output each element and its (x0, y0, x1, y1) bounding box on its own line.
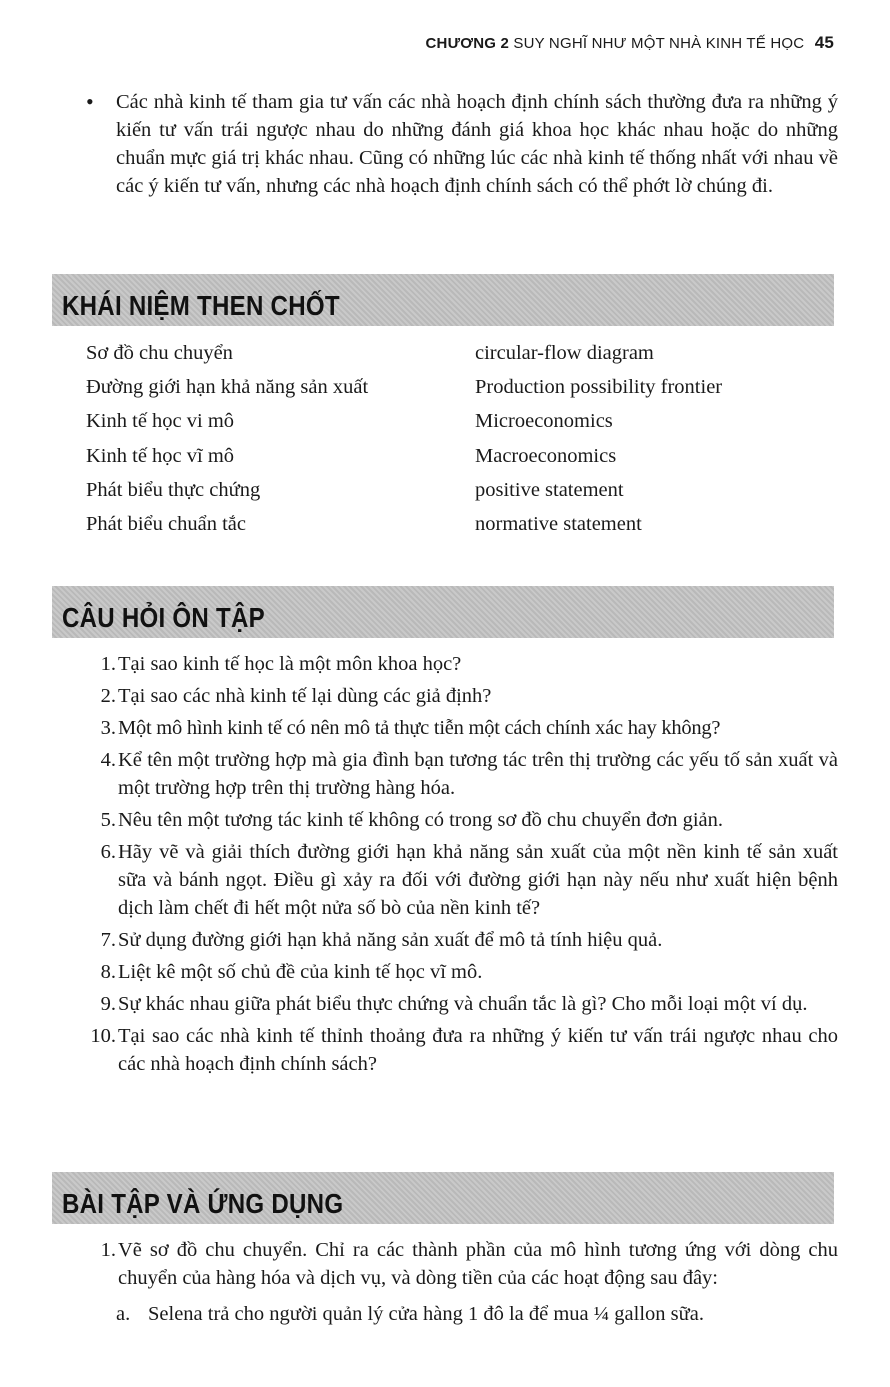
key-concepts-list (86, 338, 836, 543)
term-row (86, 475, 836, 509)
page-number: 45 (814, 33, 834, 52)
question-text: Nêu tên một tương tác kinh tế không có trong sơ đồ chu chuyển đơn giản. (118, 809, 723, 831)
question-text: Tại sao các nhà kinh tế lại dùng các giả định? (118, 685, 492, 707)
term-vietnamese: Sơ đồ chu chuyển (86, 342, 233, 364)
question-item (86, 926, 838, 954)
term-english: circular-flow diagram (475, 342, 654, 364)
term-english: Microeconomics (475, 410, 613, 433)
question-number: 9. (100, 993, 116, 1015)
section-band-key-concepts (52, 274, 834, 326)
question-number: 7. (100, 929, 116, 951)
term-row (86, 338, 836, 372)
review-questions-list (86, 650, 838, 1082)
question-text: Tại sao kinh tế học là một môn khoa học? (118, 653, 462, 675)
question-text: Sự khác nhau giữa phát biểu thực chứng và chuẩn tắc là gì? Cho mỗi loại một ví dụ. (118, 993, 808, 1015)
question-text: Hãy vẽ và giải thích đường giới hạn khả năng sản xuất của một nền kinh tế sản xuất sữa và bánh ngọt. Điều gì xảy ra đối với đường giới hạn này nếu như xuất hiện bệnh dịch làm chết đi hết một nửa số bò của nền kinh tế? (118, 841, 838, 919)
question-number: 1. (100, 653, 116, 675)
intro-bullet-paragraph (86, 88, 838, 200)
term-vietnamese: Phát biểu chuẩn tắc (86, 512, 246, 535)
question-item (86, 682, 838, 710)
question-item (86, 650, 838, 678)
exercise-number: 1. (100, 1239, 116, 1261)
running-header (426, 33, 835, 53)
term-english: normative statement (475, 512, 642, 535)
term-vietnamese: Đường giới hạn khả năng sản xuất (86, 376, 369, 399)
exercises-list (86, 1236, 838, 1328)
question-item (86, 714, 838, 742)
term-row (86, 441, 836, 475)
question-number: 4. (100, 749, 116, 771)
question-item (86, 990, 838, 1018)
section-band-exercises (52, 1172, 834, 1224)
question-text: Liệt kê một số chủ đề của kinh tế học vĩ mô. (118, 961, 483, 983)
exercise-subitem-text: Selena trả cho người quản lý cửa hàng 1 đô la để mua ¼ gallon sữa. (148, 1303, 704, 1325)
question-number: 8. (100, 961, 116, 983)
question-number: 3. (100, 717, 116, 739)
question-item (86, 838, 838, 922)
chapter-title: SUY NGHĨ NHƯ MỘT NHÀ KINH TẾ HỌC (513, 35, 805, 52)
exercise-text: Vẽ sơ đồ chu chuyển. Chỉ ra các thành phần của mô hình tương ứng với dòng chu chuyển của hàng hóa và dịch vụ, và dòng tiền của các hoạt động sau đây: (118, 1239, 838, 1289)
term-row (86, 509, 836, 543)
question-text: Kể tên một trường hợp mà gia đình bạn tương tác trên thị trường các yếu tố sản xuất và một trường hợp trên thị trường hàng hóa. (118, 749, 838, 799)
section-title-key-concepts: KHÁI NIỆM THEN CHỐT (62, 290, 340, 321)
question-item (86, 746, 838, 802)
exercise-subitem (116, 1300, 838, 1328)
term-row (86, 372, 836, 406)
bullet-icon: • (86, 89, 94, 114)
question-text: Tại sao các nhà kinh tế thỉnh thoảng đưa ra những ý kiến tư vấn trái ngược nhau cho các nhà hoạch định chính sách? (118, 1025, 838, 1075)
question-text: Sử dụng đường giới hạn khả năng sản xuất để mô tả tính hiệu quả. (118, 929, 663, 951)
intro-text: Các nhà kinh tế tham gia tư vấn các nhà hoạch định chính sách thường đưa ra những ý kiến tư vấn trái ngược nhau do những đánh giá khoa học khác nhau hoặc do những chuẩn mực giá trị khác nhau. Cũng có những lúc các nhà kinh tế thống nhất với nhau về các ý kiến tư vấn, nhưng các nhà hoạch định chính sách có thể phớt lờ chúng đi. (116, 91, 838, 197)
exercise-subitem-letter: a. (116, 1303, 131, 1325)
term-english: Macroeconomics (475, 444, 617, 467)
term-row (86, 406, 836, 440)
term-vietnamese: Kinh tế học vi mô (86, 410, 235, 433)
question-item (86, 958, 838, 986)
question-number: 5. (100, 809, 116, 831)
chapter-label: CHƯƠNG 2 (425, 35, 510, 52)
term-vietnamese: Kinh tế học vĩ mô (86, 444, 235, 467)
question-number: 2. (100, 685, 116, 707)
term-english: Production possibility frontier (475, 376, 723, 399)
exercise-item (86, 1236, 838, 1292)
question-text: Một mô hình kinh tế có nên mô tả thực tiễn một cách chính xác hay không? (118, 717, 721, 739)
section-band-review-questions (52, 586, 834, 638)
section-title-review-questions: CÂU HỎI ÔN TẬP (62, 602, 265, 633)
term-vietnamese: Phát biểu thực chứng (86, 478, 261, 501)
question-number: 10. (90, 1025, 116, 1047)
section-title-exercises: BÀI TẬP VÀ ỨNG DỤNG (62, 1188, 344, 1219)
term-english: positive statement (475, 478, 624, 501)
question-item (86, 806, 838, 834)
question-number: 6. (100, 841, 116, 863)
question-item (86, 1022, 838, 1078)
